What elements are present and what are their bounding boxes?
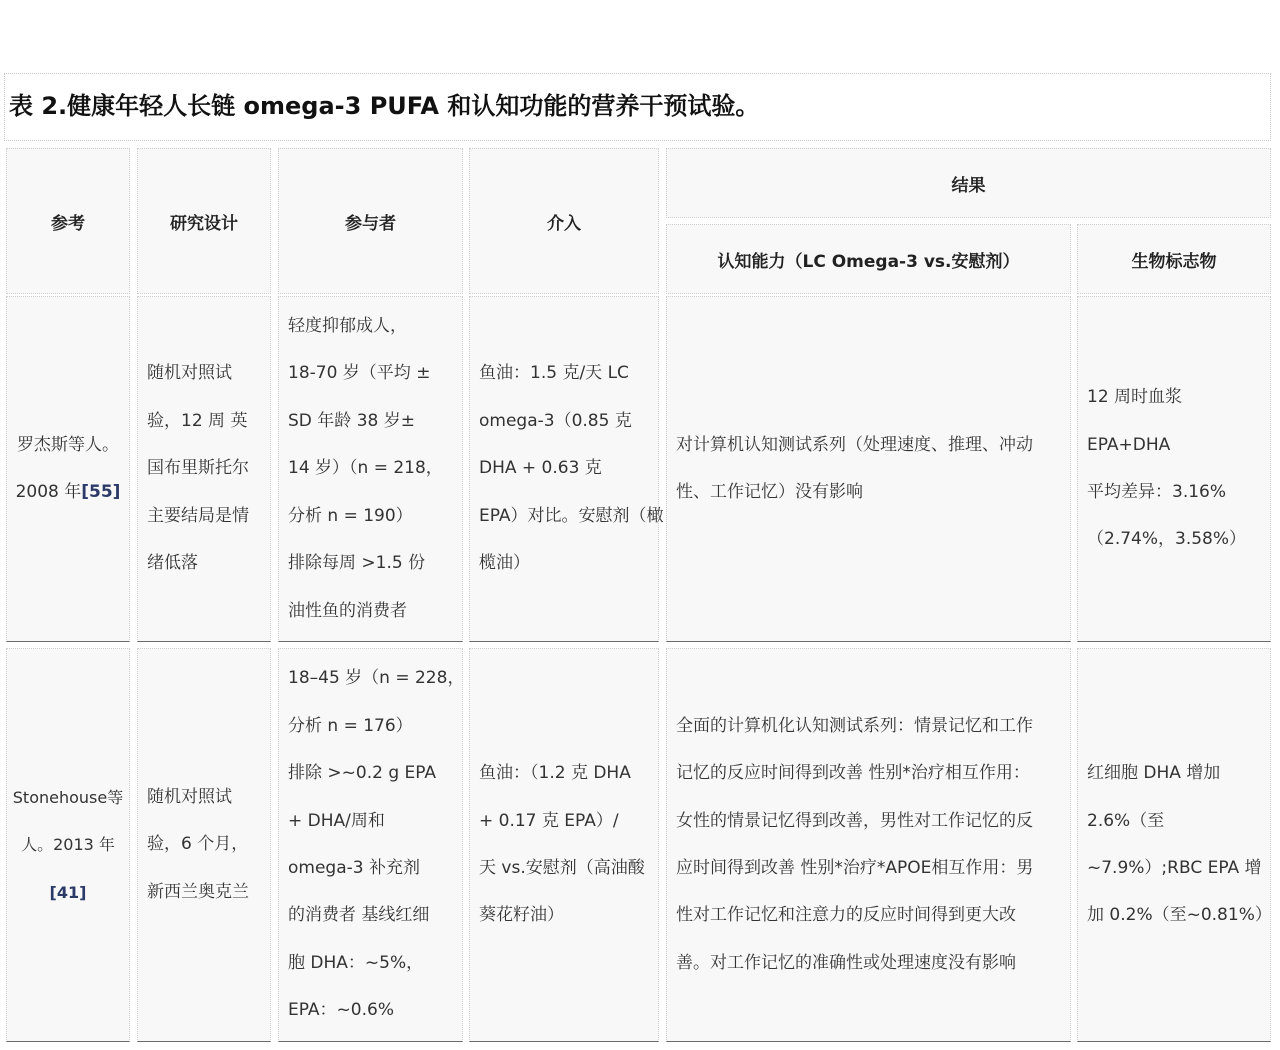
row2-biomarkers — [1077, 648, 1271, 1042]
row2-participants — [278, 648, 463, 1042]
text-line: 平均差异：3.16% — [1087, 482, 1227, 502]
text-line: 随机对照试 — [147, 786, 232, 807]
header-participants: 参与者 — [278, 148, 463, 294]
row2-intervention — [469, 648, 659, 1042]
row1-year: 2008 年 — [15, 482, 82, 502]
text-line: 2.6%（至 — [1087, 810, 1165, 831]
text-line: 胞 DHA：~5%， — [288, 952, 424, 973]
text-line: 性、工作记忆）没有影响 — [676, 482, 863, 502]
row1-citation-link[interactable]: [55] — [81, 482, 121, 502]
text-line: 的消费者 基线红细 — [288, 905, 430, 926]
row2-authors: Stonehouse等 — [12, 787, 124, 807]
text-line: 随机对照试 — [147, 363, 232, 384]
text-line: 对计算机认知测试系列（处理速度、推理、冲动 — [676, 434, 1033, 455]
row1-authors: 罗杰斯等人。 — [17, 434, 119, 455]
text-line: （2.74%，3.58%） — [1087, 529, 1247, 550]
row1-reference — [6, 296, 130, 642]
text-line: 女性的情景记忆得到改善，男性对工作记忆的反 — [676, 810, 1033, 831]
text-line: 验，12 周 英 — [147, 410, 248, 431]
text-line: EPA）对比。安慰剂（橄 — [479, 505, 664, 526]
text-line: 油性鱼的消费者 — [288, 600, 407, 621]
text-line: 12 周时血浆 — [1087, 387, 1183, 408]
text-line: 应时间得到改善 性别*治疗*APOE相互作用：男 — [676, 858, 1034, 878]
text-line: 记忆的反应时间得到改善 性别*治疗相互作用： — [676, 763, 1030, 784]
row2-cognition — [666, 648, 1071, 1042]
text-line: 榄油） — [479, 553, 530, 574]
header-study-design: 研究设计 — [137, 148, 271, 294]
row2-citation-link[interactable]: [41] — [49, 882, 87, 902]
row1-biomarkers — [1077, 296, 1271, 642]
text-line: + DHA/周和 — [288, 810, 385, 831]
text-line: 天 vs.安慰剂（高油酸 — [479, 858, 645, 878]
text-line: 善。对工作记忆的准确性或处理速度没有影响 — [676, 952, 1016, 973]
row1-study-design — [137, 296, 271, 642]
row1-participants — [278, 296, 463, 642]
header-results: 结果 — [666, 148, 1271, 218]
row1-cognition — [666, 296, 1071, 642]
text-line: 全面的计算机化认知测试系列：情景记忆和工作 — [676, 715, 1033, 736]
text-line: 主要结局是情 — [147, 505, 249, 526]
header-biomarkers: 生物标志物 — [1077, 224, 1271, 294]
row1-intervention — [469, 296, 664, 642]
text-line: 性对工作记忆和注意力的反应时间得到更大改 — [676, 905, 1016, 926]
text-line: 分析 n = 176） — [288, 715, 413, 736]
text-line: omega-3 补充剂 — [288, 858, 420, 878]
text-line: EPA：~0.6% — [288, 1000, 394, 1021]
text-line: EPA+DHA — [1087, 434, 1171, 455]
text-line: 鱼油：（1.2 克 DHA — [479, 763, 631, 784]
row2-study-design — [137, 648, 271, 1042]
text-line: 新西兰奥克兰 — [147, 881, 249, 902]
text-line: 加 0.2%（至~0.81%） — [1087, 905, 1272, 926]
text-line: 轻度抑郁成人， — [288, 316, 407, 337]
text-line: 14 岁）（n = 218， — [288, 458, 443, 479]
text-line: 验，6 个月， — [147, 834, 249, 855]
text-line: DHA + 0.63 克 — [479, 458, 602, 479]
text-line: 18-70 岁（平均 ± — [288, 363, 431, 384]
row1-year-cite — [16, 469, 121, 516]
text-line: 排除每周 >1.5 份 — [288, 553, 426, 574]
table-caption: 表 2.健康年轻人长链 omega-3 PUFA 和认知功能的营养干预试验。 — [4, 73, 1271, 141]
text-line: + 0.17 克 EPA）/ — [479, 810, 619, 831]
text-line: 绪低落 — [147, 553, 198, 574]
text-line: 排除 >~0.2 g EPA — [288, 763, 437, 784]
text-line: 鱼油：1.5 克/天 LC — [479, 363, 629, 384]
text-line: 国布里斯托尔 — [147, 458, 249, 479]
text-line: ~7.9%）;RBC EPA 增 — [1087, 858, 1262, 878]
text-line: 分析 n = 190） — [288, 505, 413, 526]
text-line: 18–45 岁（n = 228， — [288, 668, 465, 689]
text-line: 红细胞 DHA 增加 — [1087, 763, 1221, 784]
row2-authors-year: 人。2013 年 — [21, 835, 115, 855]
text-line: SD 年龄 38 岁± — [288, 410, 415, 431]
header-reference: 参考 — [6, 148, 130, 294]
row2-reference — [6, 648, 130, 1042]
text-line: omega-3（0.85 克 — [479, 410, 632, 431]
header-intervention: 介入 — [469, 148, 659, 294]
text-line: 葵花籽油） — [479, 905, 564, 926]
header-cognition: 认知能力（LC Omega-3 vs.安慰剂） — [666, 224, 1071, 294]
